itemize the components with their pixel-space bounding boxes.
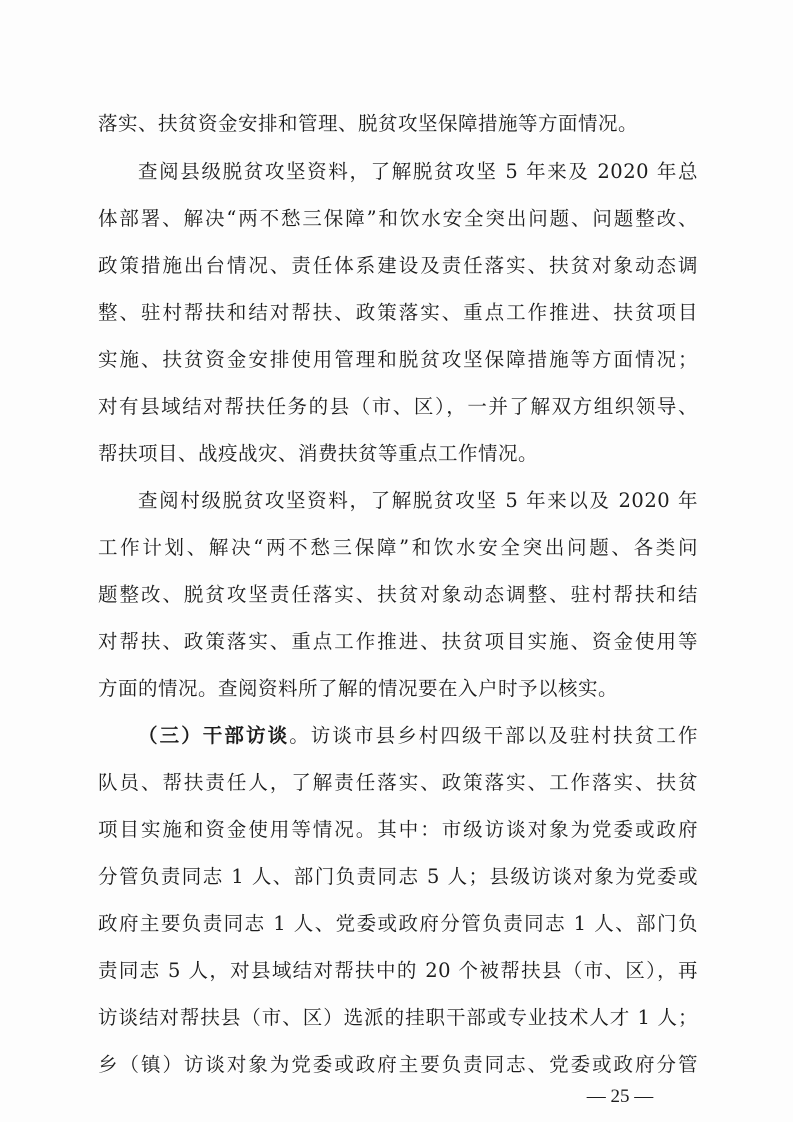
paragraph-line: 政府主要负责同志 1 人、党委或政府分管负责同志 1 人、部门负	[98, 912, 698, 935]
paragraph-line: 访谈结对帮扶县（市、区）选派的挂职干部或专业技术人才 1 人；	[98, 1006, 698, 1029]
page-number: — 25 —	[586, 1086, 654, 1107]
paragraph-line: 查阅县级脱贫攻坚资料，了解脱贫攻坚 5 年来及 2020 年总	[138, 160, 698, 183]
paragraph-line: 工作计划、解决“两不愁三保障”和饮水安全突出问题、各类问	[98, 536, 698, 559]
paragraph-line: 分管负责同志 1 人、部门负责同志 5 人；县级访谈对象为党委或	[98, 865, 698, 888]
paragraph-line: 方面的情况。查阅资料所了解的情况要在入户时予以核实。	[98, 677, 619, 700]
paragraph-line: 政策措施出台情况、责任体系建设及责任落实、扶贫对象动态调	[98, 254, 698, 277]
paragraph-text: 。访谈市县乡村四级干部以及驻村扶贫工作	[289, 724, 698, 747]
paragraph-line: 对有县域结对帮扶任务的县（市、区），一并了解双方组织领导、	[98, 395, 698, 418]
paragraph-line: 对帮扶、政策落实、重点工作推进、扶贫项目实施、资金使用等	[98, 630, 698, 653]
paragraph-line: 责同志 5 人，对县域结对帮扶中的 20 个被帮扶县（市、区），再	[98, 959, 698, 982]
paragraph-line: 乡（镇）访谈对象为党委或政府主要负责同志、党委或政府分管	[98, 1053, 698, 1076]
paragraph-line: 题整改、脱贫攻坚责任落实、扶贫对象动态调整、驻村帮扶和结	[98, 583, 698, 606]
paragraph-line: 队员、帮扶责任人，了解责任落实、政策落实、工作落实、扶贫	[98, 771, 698, 794]
section-heading-line	[138, 714, 698, 758]
paragraph-line: 实施、扶贫资金安排使用管理和脱贫攻坚保障措施等方面情况；	[98, 348, 698, 371]
paragraph-line: 落实、扶贫资金安排和管理、脱贫攻坚保障措施等方面情况。	[98, 112, 639, 135]
paragraph-line: 查阅村级脱贫攻坚资料，了解脱贫攻坚 5 年来以及 2020 年	[138, 489, 698, 512]
paragraph-line: 体部署、解决“两不愁三保障”和饮水安全突出问题、问题整改、	[98, 207, 698, 230]
paragraph-line: 项目实施和资金使用等情况。其中：市级访谈对象为党委或政府	[98, 818, 698, 841]
paragraph-line: 整、驻村帮扶和结对帮扶、政策落实、重点工作推进、扶贫项目	[98, 301, 698, 324]
paragraph-line: 帮扶项目、战疫战灾、消费扶贫等重点工作情况。	[98, 442, 539, 465]
section-heading: （三）干部访谈	[138, 724, 290, 747]
